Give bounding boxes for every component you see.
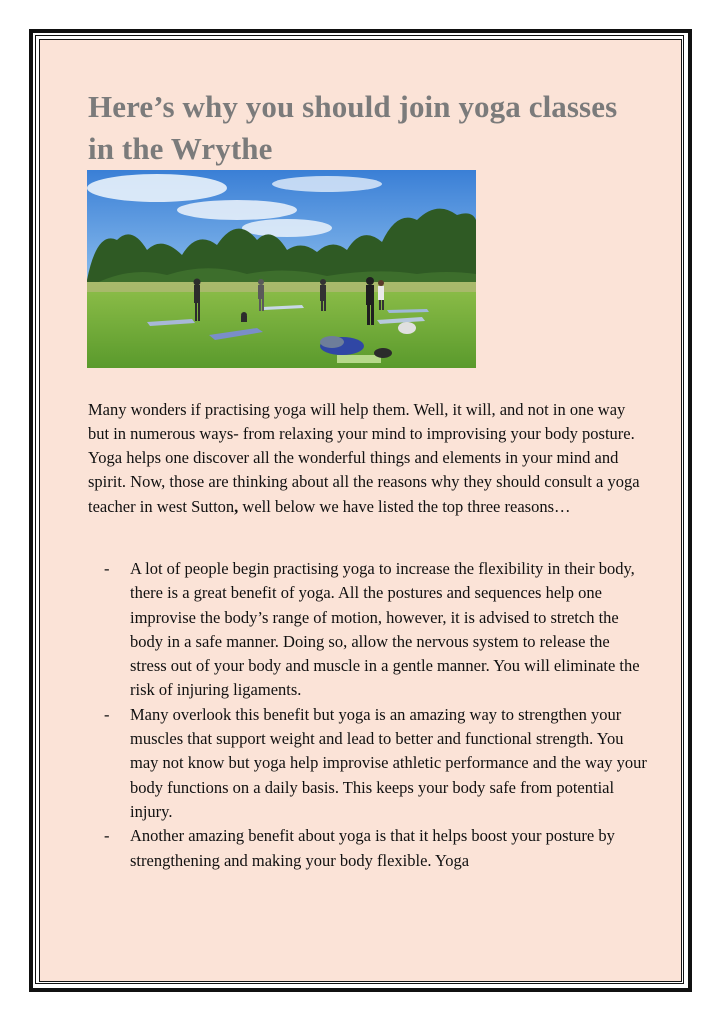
list-item bbox=[104, 824, 649, 873]
list-item-text: Another amazing benefit about yoga is that it helps boost your posture by strengthening and making your body flexible. Yoga bbox=[130, 826, 615, 870]
list-dash: - bbox=[104, 704, 110, 724]
list-dash: - bbox=[104, 826, 110, 846]
list-dash: - bbox=[104, 559, 110, 578]
list-item bbox=[104, 703, 649, 824]
list-item-text: Many overlook this benefit but yoga is an amazing way to strengthen your muscles that support weight and lead to better and functional strength. You may not know but yoga help improvise athletic performance and the way your body functions on a daily basis. This keeps your body safe from potential injury. bbox=[130, 704, 647, 821]
intro-paragraph bbox=[88, 398, 648, 519]
intro-text-after: well below we have listed the top three reasons… bbox=[238, 496, 571, 516]
page-title: Here’s why you should join yoga classes in the Wrythe bbox=[88, 89, 618, 166]
list-item bbox=[104, 557, 649, 703]
benefits-list bbox=[104, 557, 649, 873]
yoga-park-illustration bbox=[87, 170, 476, 368]
list-item-text: A lot of people begin practising yoga to increase the flexibility in their body, there is a great benefit of yoga. All the postures and sequences help one improvise the body’s range of motion, however, it is advised to stretch the body in a safe manner. Doing so, allow the nervous system to release the stress out of your body and muscle in a gentle manner. You will eliminate the risk of injuring ligaments. bbox=[130, 559, 640, 700]
intro-text-before: Many wonders if practising yoga will help them. Well, it will, and not in one way but in numerous ways- from relaxing your mind to improvising your body posture. Yoga helps one discover all the wonderful things and elements in your mind and spirit. Now, those are thinking about all the reasons why they should consult a yoga teacher in west Sutton bbox=[88, 399, 640, 516]
yoga-park-photo bbox=[87, 170, 476, 368]
title-block bbox=[88, 86, 648, 170]
intro-bold-comma: , bbox=[234, 496, 239, 516]
